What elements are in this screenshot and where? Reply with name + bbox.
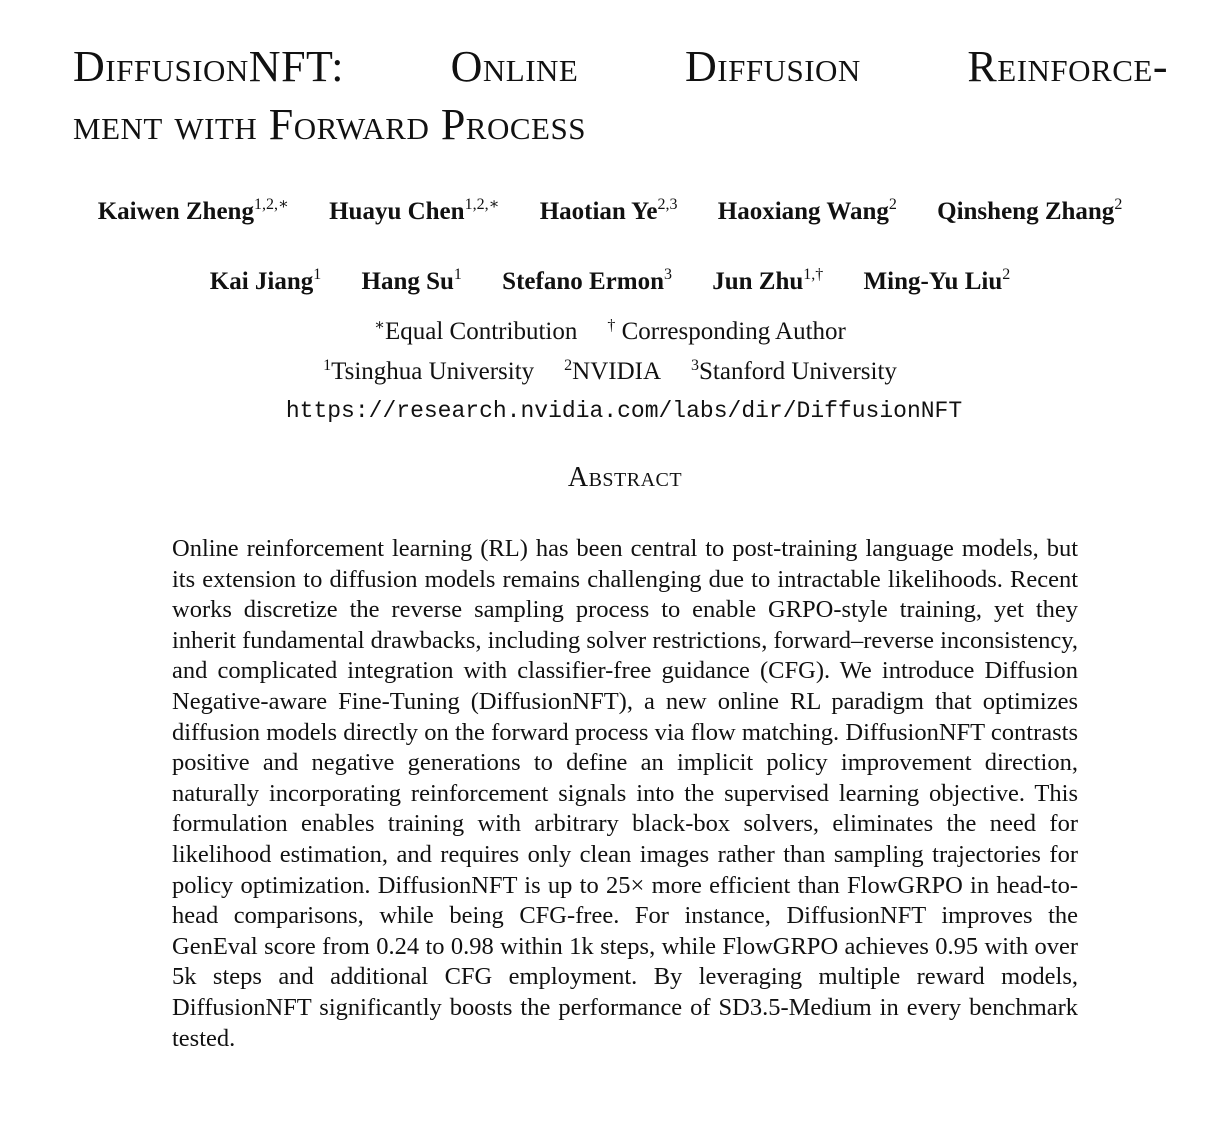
corresponding-author-mark: † — [607, 317, 616, 334]
author-name: Huayu Chen — [329, 198, 465, 225]
author — [937, 198, 1122, 226]
author-affiliation-mark: 1,2,∗ — [464, 196, 500, 213]
author — [329, 198, 499, 226]
equal-contribution-label: Equal Contribution — [384, 318, 578, 345]
abstract-heading: Abstract — [567, 462, 683, 493]
affiliation-name: NVIDIA — [572, 358, 662, 385]
author-name: Stefano Ermon — [502, 268, 664, 295]
affiliation-name: Tsinghua University — [331, 358, 535, 385]
author-name: Hang Su — [361, 268, 454, 295]
author-name: Qinsheng Zhang — [937, 198, 1115, 225]
author-affiliation-mark: 2 — [888, 196, 897, 213]
author-name: Kai Jiang — [209, 268, 314, 295]
affiliation-number: 3 — [691, 357, 700, 374]
authors-row-1 — [0, 198, 1220, 226]
author — [540, 198, 678, 226]
author — [864, 268, 1011, 296]
title-line-1: DiffusionNFT: Online Diffusion Reinforce- — [73, 42, 1168, 91]
author-affiliation-mark: 1,2,∗ — [253, 196, 289, 213]
corresponding-author-label: Corresponding Author — [615, 318, 846, 345]
author — [712, 268, 823, 296]
author — [98, 198, 289, 226]
author-affiliation-mark: 1,† — [803, 266, 824, 283]
author-name: Jun Zhu — [712, 268, 804, 295]
abstract-body: Online reinforcement learning (RL) has been central to post-training language models, but its extension to diffusion models remains challenging due to intractable likelihoods. Recent works discretize the reverse sampling process to enable GRPO-style training, yet they inherit fundamental drawbacks, including solver restrictions, forward–reverse inconsistency, and complicated integration with classifier-free guidance (CFG). We introduce Diffusion Negative-aware Fine-Tuning (DiffusionNFT), a new online RL paradigm that optimizes diffusion models directly on the forward process via flow matching. DiffusionNFT contrasts positive and negative generations to define an implicit policy improvement direction, naturally incorporating reinforcement signals into the supervised learning objective. This formulation enables training with arbitrary black-box solvers, eliminates the need for likelihood estimation, and requires only clean images rather than sampling trajectories for policy optimization. DiffusionNFT is up to 25× more efficient than FlowGRPO in head-to-head comparisons, while being CFG-free. For instance, DiffusionNFT improves the GenEval score from 0.24 to 0.98 within 1k steps, while FlowGRPO achieves 0.95 with over 5k steps and additional CFG employment. By leveraging multiple reward models, DiffusionNFT significantly boosts the performance of SD3.5-Medium in every benchmark tested. — [172, 535, 1078, 1052]
affiliation-number: 2 — [564, 357, 573, 374]
contribution-notes — [0, 318, 1220, 346]
author-name: Kaiwen Zheng — [97, 198, 254, 225]
author — [502, 268, 672, 296]
author-name: Haoxiang Wang — [717, 198, 889, 225]
author-affiliation-mark: 1 — [453, 266, 462, 283]
author-affiliation-mark: 3 — [663, 266, 672, 283]
author-affiliation-mark: 1 — [313, 266, 322, 283]
author-name: Ming-Yu Liu — [863, 268, 1003, 295]
project-url[interactable]: https://research.nvidia.com/labs/dir/DiffusionNFT — [285, 398, 963, 424]
author-affiliation-mark: 2 — [1114, 196, 1123, 213]
affiliation-number: 1 — [323, 357, 332, 374]
author — [210, 268, 322, 296]
author — [362, 268, 462, 296]
author — [718, 198, 897, 226]
author-name: Haotian Ye — [539, 198, 658, 225]
paper-title — [73, 38, 1168, 154]
equal-contribution-mark: ∗ — [374, 317, 385, 334]
author-affiliation-mark: 2,3 — [657, 196, 678, 213]
affiliation-name: Stanford University — [699, 358, 897, 385]
authors-row-2 — [0, 268, 1220, 296]
title-line-2: ment with Forward Process — [73, 100, 586, 149]
author-affiliation-mark: 2 — [1002, 266, 1011, 283]
affiliations — [0, 358, 1220, 386]
